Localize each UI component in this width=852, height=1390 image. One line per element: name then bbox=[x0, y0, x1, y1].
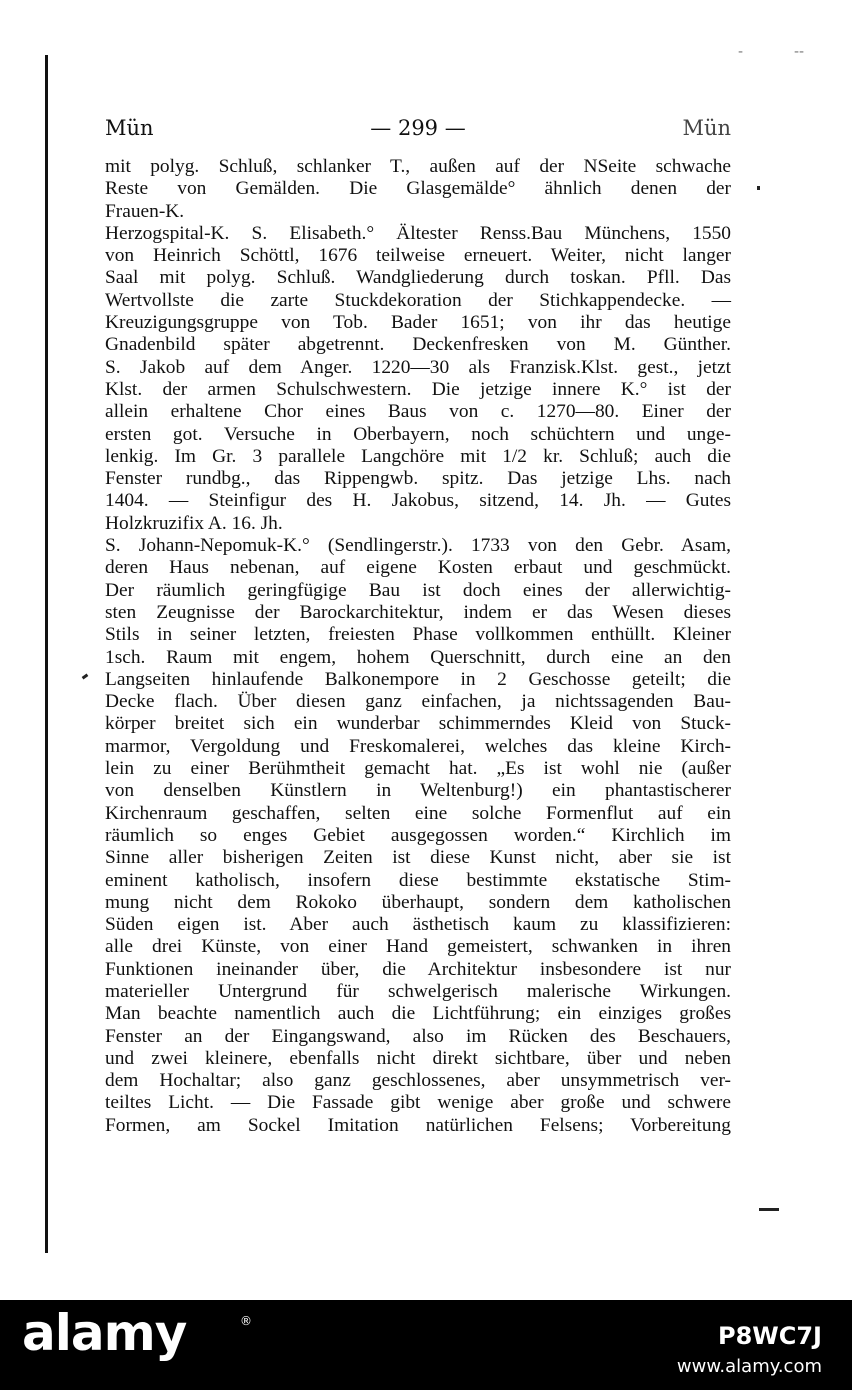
text-line: räumlich so enges Gebiet ausgegossen worden.“ Kirchlich im bbox=[105, 824, 731, 846]
text-line: Sinne aller bisherigen Zeiten ist diese Kunst nicht, aber sie ist bbox=[105, 847, 731, 869]
text-line: Holzkruzifix A. 16. Jh. bbox=[105, 512, 283, 534]
text-line: Formen, am Sockel Imitation natürlichen Felsens; Vorbereitung bbox=[105, 1114, 731, 1136]
header-left: Mün bbox=[105, 116, 154, 140]
text-line: mung nicht dem Rokoko überhaupt, sondern dem katholischen bbox=[105, 891, 731, 913]
text-line: Süden eigen ist. Aber auch ästhetisch kaum zu klassifizieren: bbox=[105, 914, 731, 936]
text-line: Man beachte namentlich auch die Lichtführung; ein einziges großes bbox=[105, 1003, 731, 1025]
text-line: sten Zeugnisse der Barockarchitektur, indem er das Wesen dieses bbox=[105, 601, 731, 623]
page-number: — 299 — bbox=[370, 116, 466, 140]
watermark-url: www.alamy.com bbox=[676, 1356, 822, 1377]
text-line: Herzogspital-K. S. Elisabeth.° Ältester Renss.Bau Münchens, 1550 bbox=[105, 222, 731, 244]
corner-mark-right: -- bbox=[794, 44, 805, 60]
text-line: und zwei kleinere, ebenfalls nicht direkt sichtbare, über und neben bbox=[105, 1047, 731, 1069]
dust-speck bbox=[757, 186, 760, 190]
text-line: teiltes Licht. — Die Fassade gibt wenige aber große und schwere bbox=[105, 1092, 731, 1114]
text-line: alle drei Künste, von einer Hand gemeistert, schwanken in ihren bbox=[105, 936, 731, 958]
text-line: mit polyg. Schluß, schlanker T., außen auf der NSeite schwache bbox=[105, 156, 731, 177]
text-line: Kirchenraum geschaffen, selten eine solche Formenflut auf ein bbox=[105, 802, 731, 824]
text-line: dem Hochaltar; also ganz geschlossenes, aber unsymmetrisch ver- bbox=[105, 1070, 731, 1092]
stock-watermark-bar bbox=[0, 1300, 852, 1390]
text-line: ersten got. Versuche in Oberbayern, noch schüchtern und unge- bbox=[105, 423, 731, 445]
text-line: S. Johann-Nepomuk-K.° (Sendlingerstr.). 1733 von den Gebr. Asam, bbox=[105, 535, 731, 557]
text-line: Gnadenbild später abgetrennt. Deckenfresken von M. Günther. bbox=[105, 334, 731, 356]
text-line: Fenster rundbg., das Rippengwb. spitz. Das jetzige Lhs. nach bbox=[105, 468, 731, 490]
text-line: allein erhaltene Chor eines Baus von c. 1270—80. Einer der bbox=[105, 401, 731, 423]
pencil-mark bbox=[82, 674, 89, 680]
text-line: Klst. der armen Schulschwestern. Die jetzige innere K.° ist der bbox=[105, 378, 731, 400]
text-line: körper breitet sich ein wunderbar schimmerndes Kleid von Stuck- bbox=[105, 713, 731, 735]
text-line: deren Haus nebenan, auf eigene Kosten erbaut und geschmückt. bbox=[105, 557, 731, 579]
text-line: Funktionen ineinander über, die Architektur insbesondere ist nur bbox=[105, 958, 731, 980]
running-header bbox=[105, 116, 731, 146]
text-line: von Heinrich Schöttl, 1676 teilweise erneuert. Weiter, nicht langer bbox=[105, 245, 731, 267]
text-line: Kreuzigungsgruppe von Tob. Bader 1651; von ihr das heutige bbox=[105, 312, 731, 334]
body-text bbox=[105, 156, 731, 1137]
text-line: von denselben Künstlern in Weltenburg!) ein phantastischerer bbox=[105, 780, 731, 802]
text-line: Der räumlich geringfügige Bau ist doch eines der allerwichtig- bbox=[105, 579, 731, 601]
text-line: S. Jakob auf dem Anger. 1220—30 als Franzisk.Klst. gest., jetzt bbox=[105, 356, 731, 378]
left-margin-rule bbox=[45, 55, 48, 1253]
text-line: lein zu einer Berühmtheit gemacht hat. „Es ist wohl nie (außer bbox=[105, 758, 731, 780]
header-right: Mün bbox=[682, 116, 731, 140]
text-line: lenkig. Im Gr. 3 parallele Langchöre mit 1/2 kr. Schluß; auch die bbox=[105, 445, 731, 467]
text-line: Decke flach. Über diesen ganz einfachen, ja nichtssagenden Bau- bbox=[105, 691, 731, 713]
registered-mark: ® bbox=[240, 1314, 252, 1328]
corner-mark-left: - bbox=[738, 44, 744, 60]
text-line: materieller Untergrund für schwelgerisch malerische Wirkungen. bbox=[105, 980, 731, 1002]
text-line: Reste von Gemälden. Die Glasgemälde° ähnlich denen der bbox=[105, 178, 731, 200]
text-line: Saal mit polyg. Schluß. Wandgliederung durch toskan. Pfll. Das bbox=[105, 267, 731, 289]
dust-speck bbox=[759, 1208, 779, 1211]
image-id: P8WC7J bbox=[717, 1322, 822, 1350]
text-line: marmor, Vergoldung und Freskomalerei, welches das kleine Kirch- bbox=[105, 735, 731, 757]
text-line: Wertvollste die zarte Stuckdekoration der Stichkappendecke. — bbox=[105, 289, 731, 311]
text-line: 1404. — Steinfigur des H. Jakobus, sitzend, 14. Jh. — Gutes bbox=[105, 490, 731, 512]
text-line: eminent katholisch, insofern diese bestimmte ekstatische Stim- bbox=[105, 869, 731, 891]
text-line: 1sch. Raum mit engem, hohem Querschnitt, durch eine an den bbox=[105, 646, 731, 668]
text-line: Langseiten hinlaufende Balkonempore in 2 Geschosse geteilt; die bbox=[105, 668, 731, 690]
text-line: Fenster an der Eingangswand, also im Rücken des Beschauers, bbox=[105, 1025, 731, 1047]
text-line: Frauen-K. bbox=[105, 200, 185, 222]
alamy-logo: alamy bbox=[22, 1304, 187, 1362]
text-line: Stils in seiner letzten, freiesten Phase vollkommen enthüllt. Kleiner bbox=[105, 624, 731, 646]
